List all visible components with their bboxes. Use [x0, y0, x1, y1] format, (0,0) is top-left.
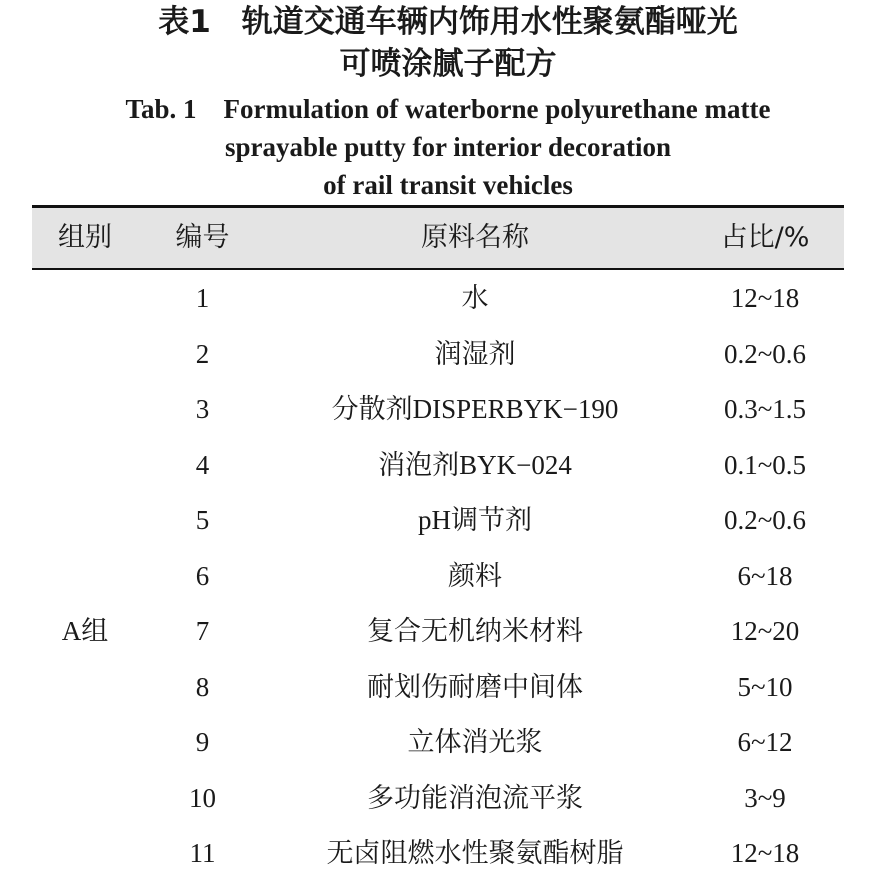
row-ratio: 3~9: [744, 783, 786, 813]
row-number: 1: [195, 283, 210, 313]
row-ratio: 0.3~1.5: [723, 394, 807, 424]
row-material: 复合无机纳米材料: [367, 616, 583, 646]
row-material: 无卤阻燃水性聚氨酯树脂: [326, 838, 624, 868]
row-number: 5: [195, 505, 210, 535]
header-number: 编号: [175, 222, 230, 253]
row-material: 分散剂DISPERBYK−190: [331, 394, 619, 424]
row-material: pH调节剂: [418, 505, 532, 535]
table-title-en-line3: of rail transit vehicles: [323, 170, 573, 200]
row-ratio: 12~20: [730, 616, 800, 646]
row-number: 11: [189, 838, 216, 868]
row-ratio: 12~18: [730, 838, 800, 868]
row-material: 多功能消泡流平浆: [367, 783, 583, 813]
row-material: 润湿剂: [434, 339, 516, 369]
row-ratio: 6~12: [737, 727, 793, 757]
row-ratio: 0.2~0.6: [723, 505, 807, 535]
row-number: 8: [195, 672, 210, 702]
row-material: 颜料: [448, 561, 502, 591]
row-material: 水: [461, 283, 489, 313]
table-title-en-line2: sprayable putty for interior decoration: [225, 132, 671, 162]
row-number: 7: [195, 616, 210, 646]
row-ratio: 0.1~0.5: [723, 450, 807, 480]
row-number: 9: [195, 727, 210, 757]
row-number: 10: [189, 783, 216, 813]
group-label: A组: [61, 616, 109, 646]
row-ratio: 12~18: [730, 283, 800, 313]
table-title-en-line1: Tab. 1 Formulation of waterborne polyurethane matte: [125, 94, 771, 124]
header-material: 原料名称: [421, 222, 529, 253]
row-number: 3: [195, 394, 210, 424]
header-ratio: 占比/%: [720, 222, 810, 253]
row-number: 4: [195, 450, 210, 480]
header-group: 组别: [58, 222, 112, 253]
table-title-cn-line1: 表1 轨道交通车辆内饰用水性聚氨酯哑光: [158, 4, 738, 40]
row-number: 2: [195, 339, 210, 369]
row-ratio: 6~18: [737, 561, 793, 591]
table-title-cn-line2: 可喷涂腻子配方: [339, 46, 557, 82]
row-material: 耐划伤耐磨中间体: [367, 672, 583, 702]
row-ratio: 5~10: [737, 672, 793, 702]
row-number: 6: [195, 561, 210, 591]
row-material: 立体消光浆: [407, 727, 543, 757]
row-ratio: 0.2~0.6: [723, 339, 807, 369]
row-material: 消泡剂BYK−024: [378, 450, 572, 480]
